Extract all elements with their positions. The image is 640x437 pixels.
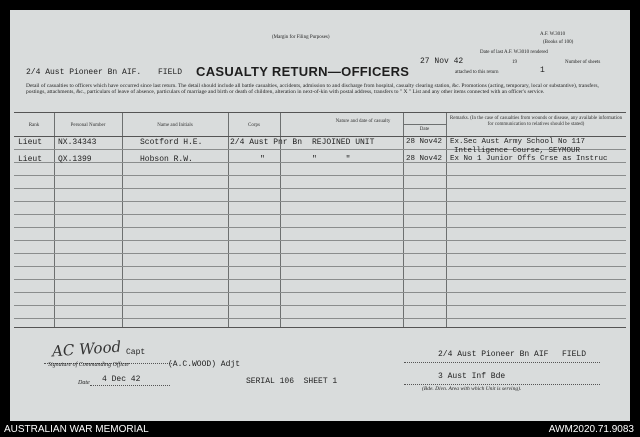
row-rule <box>14 240 626 241</box>
header-remarks: Remarks. (In the case of casualties from wounds or disease, any available information for communication to relatives should be stated) <box>449 116 623 127</box>
row2-name: Hobson R.W. <box>140 155 193 164</box>
casualty-table <box>14 112 626 328</box>
unit-line <box>404 362 600 363</box>
row1-remarks: Ex.Sec Aust Army School No 117 <box>450 138 586 146</box>
date-line <box>90 385 170 386</box>
row2-number: QX.1399 <box>58 155 92 164</box>
brigade-note: (Bde. Divn. Area with which Unit is serving). <box>422 386 522 392</box>
row-rule <box>14 279 626 280</box>
signature-rank: Capt <box>126 348 146 357</box>
date-subdivider <box>403 124 446 125</box>
unit-typed: 2/4 Aust Pioneer Bn AIF. <box>26 68 142 77</box>
header-date: Date <box>419 127 430 132</box>
row-rule <box>14 227 626 228</box>
row-rule <box>14 318 626 319</box>
brigade-line <box>404 384 600 385</box>
header-name: Name and Initials <box>157 123 193 128</box>
header-nature: Nature and date of casualty <box>335 119 391 124</box>
form-code: A.F. W.3010 <box>540 32 566 37</box>
row-rule <box>14 305 626 306</box>
books-note: (Books of 100) <box>543 40 574 45</box>
date-label: Date <box>78 380 90 386</box>
col-divider <box>228 113 229 327</box>
year-suffix: 19 <box>512 60 517 65</box>
row1-nature: REJOINED UNIT <box>312 138 375 147</box>
row-rule <box>14 201 626 202</box>
unit-right-suffix: FIELD <box>562 350 587 359</box>
row-rule <box>14 175 626 176</box>
header-number: Personal Number <box>70 123 106 128</box>
row-rule <box>14 188 626 189</box>
row-rule <box>14 214 626 215</box>
row1-name: Scotford H.E. <box>140 138 203 147</box>
date-last-value: 27 Nov 42 <box>420 57 464 66</box>
col-divider <box>122 113 123 327</box>
row1-date: 28 Nov42 <box>406 138 443 146</box>
attached-label: attached to this return <box>455 70 499 75</box>
row-rule <box>14 266 626 267</box>
row2-date: 28 Nov42 <box>406 155 443 163</box>
row1-corps: 2/4 Aust Pnr Bn <box>230 138 303 147</box>
row2-remarks: Ex No 1 Junior Offs Crse as Instruc <box>450 155 608 163</box>
signature-name: (A.C.WOOD) Adjt <box>168 360 241 369</box>
sheets-label: Number of sheets <box>565 60 601 65</box>
header-rank: Rank <box>28 123 40 128</box>
row-rule <box>14 292 626 293</box>
sheets-value: 1 <box>540 66 545 75</box>
footer-accession: AWM2020.71.9083 <box>548 424 634 435</box>
row2-rank: Lieut <box>18 155 43 164</box>
footer-institution: AUSTRALIAN WAR MEMORIAL <box>4 424 149 435</box>
header-rule <box>14 136 626 137</box>
margin-note: (Margin for Filing Purposes) <box>272 35 330 40</box>
col-divider <box>54 113 55 327</box>
row1-rank: Lieut <box>18 138 43 147</box>
archive-footer <box>0 421 640 437</box>
instructions: Detail of casualties to officers which have occurred since last return. The detail should include all battle casualties, accidents, admission to and discharge from hospital, casualty clearing station, &c. Promotions (acting, temporary, local or substantive), transfers, postings, attachments, &c., particulars of leave of absence, particulars of marriage and birth or death of children, alteration in next-of-kin with postal address, transfers to " X " List and any other items connected with an officer's service. <box>26 83 599 95</box>
row2-corps: " <box>260 155 265 164</box>
row1-number: NX.34343 <box>58 138 97 147</box>
col-divider <box>446 113 447 327</box>
col-divider <box>403 113 404 327</box>
row2-nature: " " <box>312 155 351 164</box>
handwritten-signature: AC Wood <box>51 337 122 361</box>
unit-right: 2/4 Aust Pioneer Bn AIF <box>438 350 549 359</box>
unit-suffix: FIELD <box>158 68 183 77</box>
header-corps: Corps <box>248 123 260 128</box>
form-title: CASUALTY RETURN—OFFICERS <box>196 64 410 79</box>
signature-label: Signature of Commanding Officer <box>48 362 130 368</box>
row1-remarks-cont: Intelligence Course, SEYMOUR <box>454 147 581 155</box>
serial-sheet: SERIAL 106 SHEET 1 <box>246 377 338 386</box>
row-rule <box>14 253 626 254</box>
brigade: 3 Aust Inf Bde <box>438 372 506 381</box>
date-value: 4 Dec 42 <box>102 375 141 384</box>
date-last-label: Date of last A.F. W.3010 rendered <box>480 50 548 55</box>
